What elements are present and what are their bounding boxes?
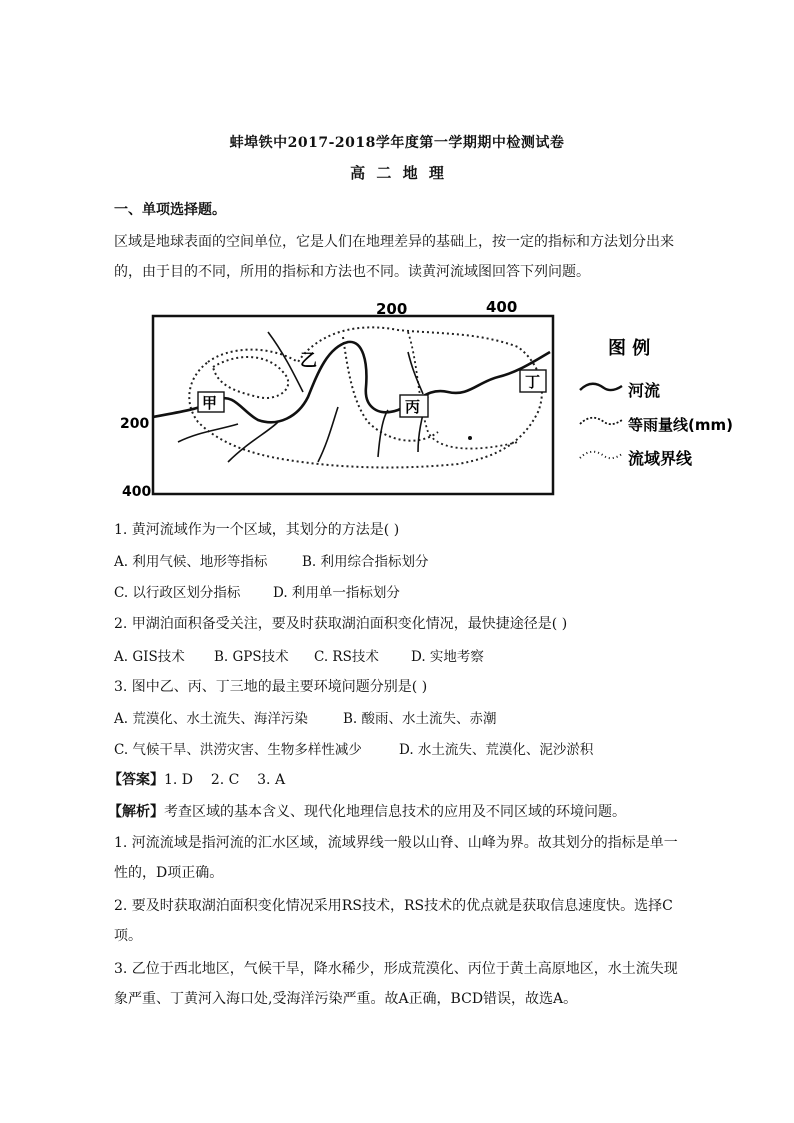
tributary-6	[408, 352, 423, 394]
question-1-option-b: B. 利用综合指标划分	[302, 554, 429, 570]
legend-isohyet-label: 等雨量线(mm)	[628, 416, 733, 434]
tributary-4	[378, 410, 388, 457]
analysis-p1-line2: 性的，D项正确。	[114, 865, 224, 881]
analysis-p3-line1: 3. 乙位于西北地区，气候干旱，降水稀少，形成荒漠化、丙位于黄土高原地区，水土流失现	[114, 961, 678, 977]
isohyet-label-400-top: 400	[486, 298, 518, 316]
question-1-option-a: A. 利用气候、地形等指标	[114, 554, 268, 570]
question-3-option-a: A. 荒漠化、水土流失、海洋污染	[114, 711, 308, 727]
question-3-stem: 3. 图中乙、丙、丁三地的最主要环境问题分别是( )	[114, 679, 428, 695]
legend-boundary-label: 流域界线	[628, 449, 693, 468]
question-1-stem: 1. 黄河流域作为一个区域，其划分的方法是( )	[114, 522, 400, 538]
tributary-2	[228, 422, 278, 462]
question-3-option-b: B. 酸雨、水土流失、赤潮	[343, 711, 497, 727]
question-3-option-c: C. 气候干旱、洪涝灾害、生物多样性减少	[114, 742, 362, 758]
question-3-option-d: D. 水土流失、荒漠化、泥沙淤积	[399, 742, 594, 758]
question-2-option-c: C. RS技术	[314, 649, 379, 665]
label-yi: 乙	[300, 351, 317, 371]
exam-title: 蚌埠铁中2017-2018学年度第一学期期中检测试卷	[229, 135, 565, 151]
answer-text: 1. D 2. C 3. A	[164, 772, 286, 788]
legend-river-symbol	[580, 384, 622, 390]
answer-line	[108, 769, 688, 789]
question-2-option-b: B. GPS技术	[214, 649, 289, 665]
section-heading: 一、单项选择题。	[114, 202, 226, 218]
label-bing: 丙	[405, 398, 421, 416]
analysis-p2-line1: 2. 要及时获取湖泊面积变化情况采用RS技术，RS技术的优点就是获取信息速度快。选择C	[114, 898, 673, 914]
question-2-option-d: D. 实地考察	[411, 649, 484, 665]
tributary-3	[318, 407, 338, 462]
analysis-p1-line1: 1. 河流流域是指河流的汇水区域，流域界线一般以山脊、山峰为界。故其划分的指标是单一	[114, 835, 678, 851]
legend-isohyet-symbol	[580, 418, 622, 424]
intro-line-2: 的，由于目的不同，所用的指标和方法也不同。读黄河流域图回答下列问题。	[114, 264, 590, 280]
isohyet-label-200-top: 200	[376, 300, 408, 318]
intro-line-1: 区域是地球表面的空间单位，它是人们在地理差异的基础上，按一定的指标和方法划分出来	[114, 234, 674, 250]
yellow-river-basin-map	[118, 292, 733, 502]
question-2-stem: 2. 甲湖泊面积备受关注，要及时获取湖泊面积变化情况，最快捷途径是( )	[114, 616, 568, 632]
analysis-label: 【解析】	[108, 804, 164, 820]
analysis-p2-line2: 项。	[114, 928, 142, 944]
isohyet-400-line	[343, 337, 438, 441]
map-point-marker	[468, 436, 472, 440]
exam-subtitle: 高 二 地 理	[350, 164, 444, 182]
analysis-text: 考查区域的基本含义、现代化地理信息技术的应用及不同区域的环境问题。	[164, 804, 626, 820]
analysis-line	[108, 801, 688, 821]
tributary-1	[178, 424, 238, 442]
analysis-p3-line2: 象严重、丁黄河入海口处,受海洋污染严重。故A正确，BCD错误，故选A。	[114, 991, 578, 1007]
question-1-option-c: C. 以行政区划分指标	[114, 585, 241, 601]
legend-river-label: 河流	[628, 381, 661, 400]
isohyet-label-400-left: 400	[122, 484, 152, 500]
answer-label: 【答案】	[108, 772, 164, 788]
tributary-7	[268, 332, 303, 392]
isohyet-label-200-left: 200	[120, 416, 150, 432]
legend-boundary-symbol	[580, 452, 622, 458]
label-ding: 丁	[525, 373, 541, 391]
question-2-option-a: A. GIS技术	[114, 649, 185, 665]
label-jia: 甲	[202, 394, 218, 412]
isohyet-line-east	[408, 332, 518, 449]
question-1-option-d: D. 利用单一指标划分	[273, 585, 400, 601]
legend-title: 图 例	[608, 338, 651, 359]
